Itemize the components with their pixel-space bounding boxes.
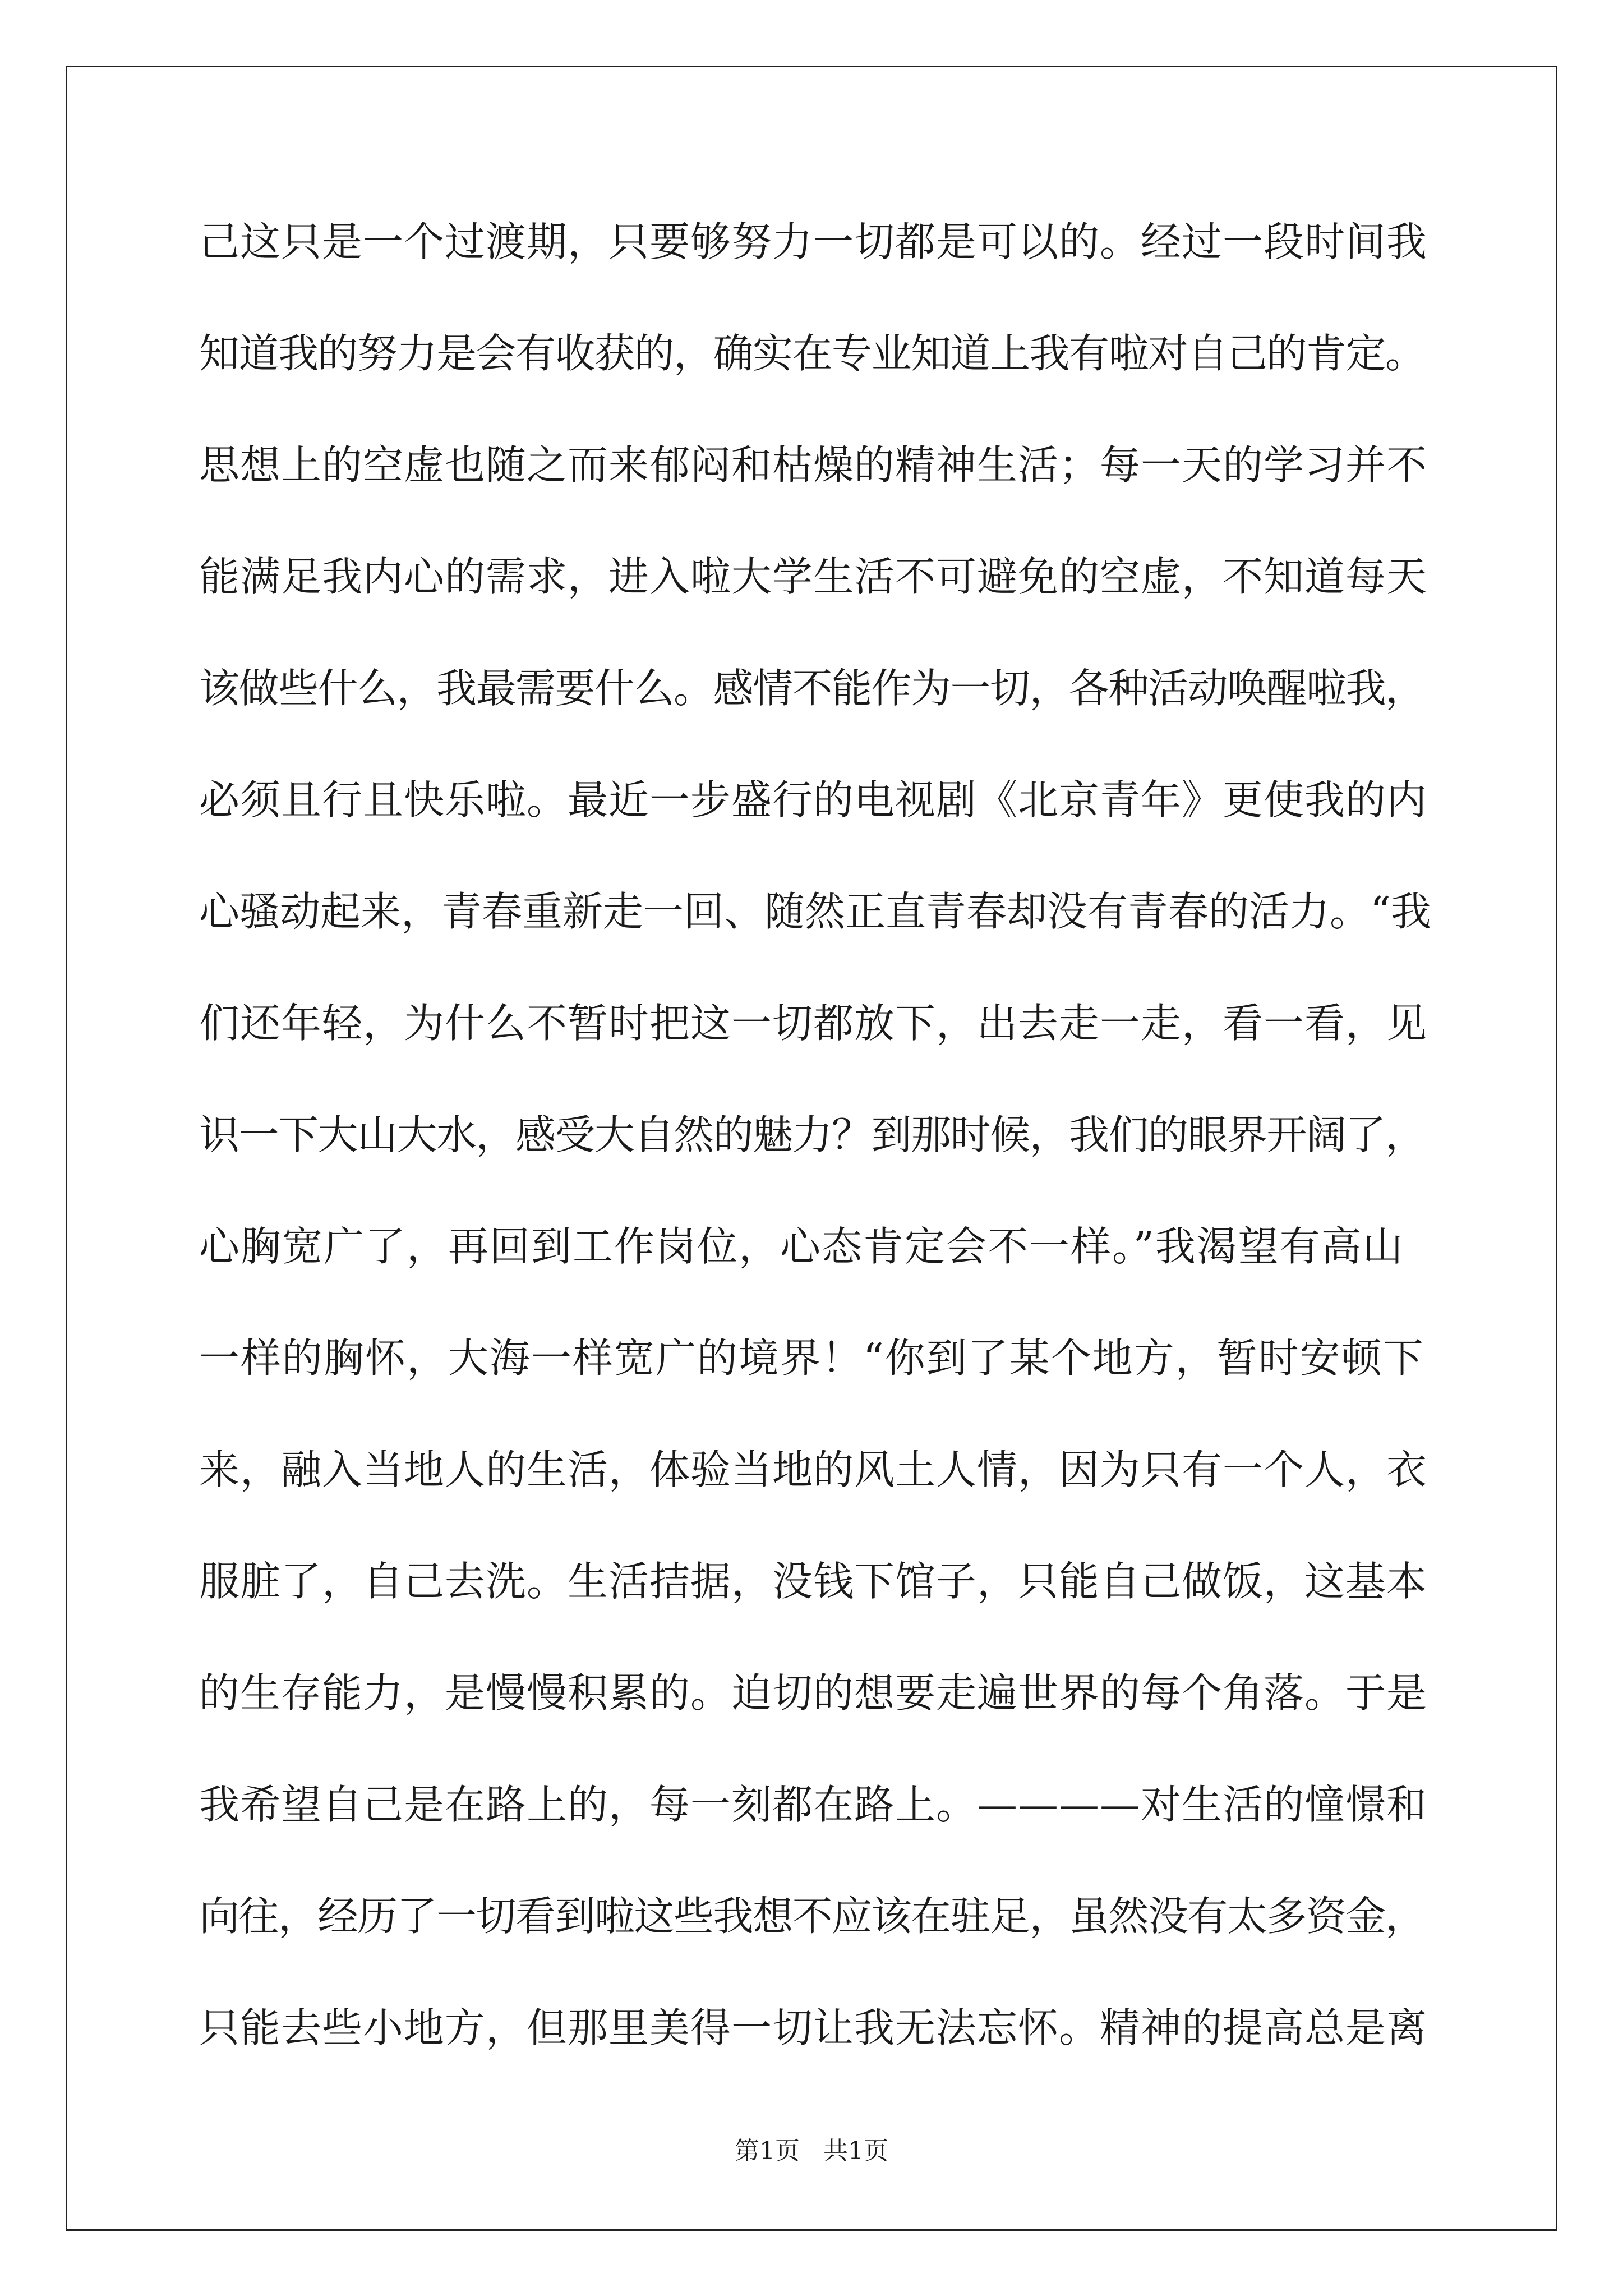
text-line: 服脏了，自己去洗。生活拮据，没钱下馆子，只能自己做饭，这基本 [199, 1558, 1428, 1605]
text-line: 向往，经历了一切看到啦这些我想不应该在驻足，虽然没有太多资金， [199, 1893, 1425, 1940]
text-line: 识一下大山大水，感受大自然的魅力？到那时候，我们的眼界开阔了， [199, 1111, 1425, 1158]
text-line: 必须且行且快乐啦。最近一步盛行的电视剧《北京青年》更使我的内 [199, 776, 1428, 823]
text-line: 思想上的空虚也随之而来郁闷和枯燥的精神生活；每一天的学习并不 [199, 441, 1428, 489]
text-line: 只能去些小地方，但那里美得一切让我无法忘怀。精神的提高总是离 [199, 2004, 1428, 2051]
text-line: 心骚动起来，青春重新走一回、随然正直青春却没有青春的活力。“我 [199, 888, 1431, 935]
text-line: 一样的胸怀，大海一样宽广的境界！“你到了某个地方，暂时安顿下 [199, 1335, 1424, 1382]
text-line: 来，融入当地人的生活，体验当地的风土人情，因为只有一个人，衣 [199, 1446, 1428, 1493]
text-line: 们还年轻，为什么不暂时把这一切都放下，出去走一走，看一看，见 [199, 1000, 1428, 1047]
page-number: 第1页 共1页 [735, 2137, 888, 2165]
text-line: 我希望自己是在路上的，每一刻都在路上。————对生活的憧憬和 [199, 1781, 1428, 1828]
text-line: 能满足我内心的需求，进入啦大学生活不可避免的空虚，不知道每天 [199, 553, 1428, 600]
text-line: 的生存能力，是慢慢积累的。迫切的想要走遍世界的每个角落。于是 [199, 1669, 1428, 1717]
body-text [199, 208, 1433, 2105]
text-line: 己这只是一个过渡期，只要够努力一切都是可以的。经过一段时间我 [199, 218, 1428, 265]
text-line: 心胸宽广了，再回到工作岗位，心态肯定会不一样。”我渴望有高山 [199, 1223, 1404, 1270]
text-line: 知道我的努力是会有收获的，确实在专业知道上我有啦对自己的肯定。 [199, 330, 1425, 377]
text-line: 该做些什么，我最需要什么。感情不能作为一切，各种活动唤醒啦我， [199, 665, 1425, 712]
